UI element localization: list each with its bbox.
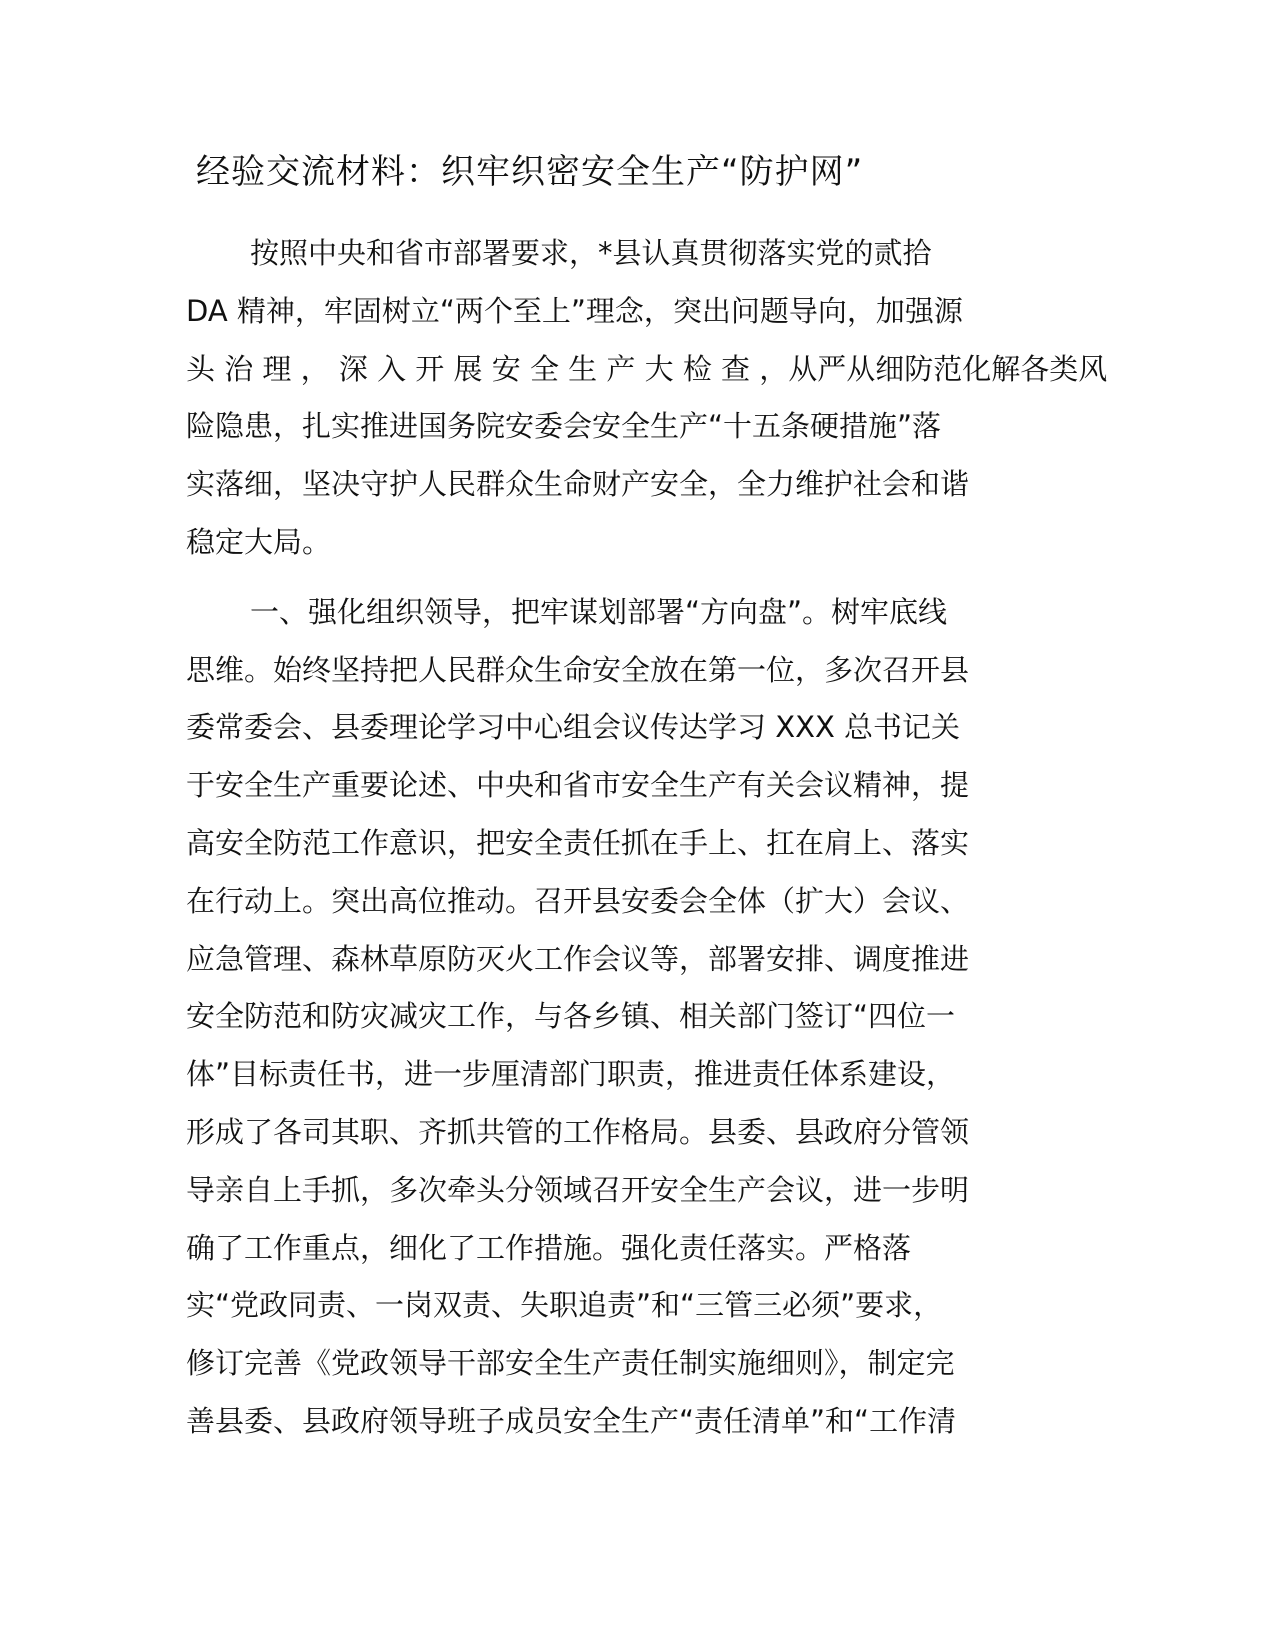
paragraph-line: 稳定大局。: [186, 524, 332, 559]
document-body: [186, 225, 1108, 1451]
paragraph-line: 形成了各司其职、齐抓共管的工作格局。县委、县政府分管领: [186, 1114, 970, 1149]
paragraph-line: 思维。始终坚持把人民群众生命安全放在第一位，多次召开县: [186, 652, 970, 687]
paragraph-intro: [186, 225, 1108, 572]
paragraph-line: 体”目标责任书，进一步厘清部门职责，推进责任体系建设，: [186, 1057, 956, 1092]
paragraph-line: 实“党政同责、一岗双责、失职追责”和“三管三必须”要求，: [186, 1288, 943, 1323]
paragraph-line: 确了工作重点，细化了工作措施。强化责任落实。严格落: [186, 1230, 912, 1265]
paragraph-line: 在行动上。突出高位推动。召开县安委会全体（扩大）会议、: [186, 883, 970, 918]
paragraph-line: 修订完善《党政领导干部安全生产责任制实施细则》，制定完: [186, 1346, 955, 1381]
paragraph-line: 导亲自上手抓，多次牵头分领域召开安全生产会议，进一步明: [186, 1172, 970, 1207]
paragraph-gap: [186, 572, 1086, 584]
paragraph-section-one: [186, 584, 1086, 1451]
paragraph-line: 头 治 理 ， 深 入 开 展 安 全 生 产 大 检 查 ，从严从细防范化解各类风: [186, 351, 1108, 386]
paragraph-line: 善县委、县政府领导班子成员安全生产“责任清单”和“工作清: [186, 1403, 957, 1438]
paragraph-line: 险隐患，扎实推进国务院安委会安全生产“十五条硬措施”落: [186, 409, 942, 444]
paragraph-line: 于安全生产重要论述、中央和省市安全生产有关会议精神，提: [186, 768, 970, 803]
paragraph-line: 高安全防范工作意识，把安全责任抓在手上、扛在肩上、落实: [186, 825, 970, 860]
paragraph-line: DA 精神，牢固树立“两个至上”理念，突出问题导向，加强源: [186, 293, 963, 328]
paragraph-line: 实落细，坚决守护人民群众生命财产安全，全力维护社会和谐: [186, 467, 970, 502]
paragraph-line: 应急管理、森林草原防灭火工作会议等，部署安排、调度推进: [186, 941, 970, 976]
paragraph-line: 一、强化组织领导，把牢谋划部署“方向盘”。树牢底线: [250, 594, 948, 629]
paragraph-line: 安全防范和防灾减灾工作，与各乡镇、相关部门签订“四位一: [186, 999, 956, 1034]
paragraph-line: 委常委会、县委理论学习中心组会议传达学习 XXX 总书记关: [186, 710, 961, 745]
paragraph-line: 按照中央和省市部署要求，*县认真贯彻落实党的贰拾: [250, 236, 932, 270]
document-title: 经验交流材料：织牢织密安全生产“防护网”: [196, 152, 864, 192]
